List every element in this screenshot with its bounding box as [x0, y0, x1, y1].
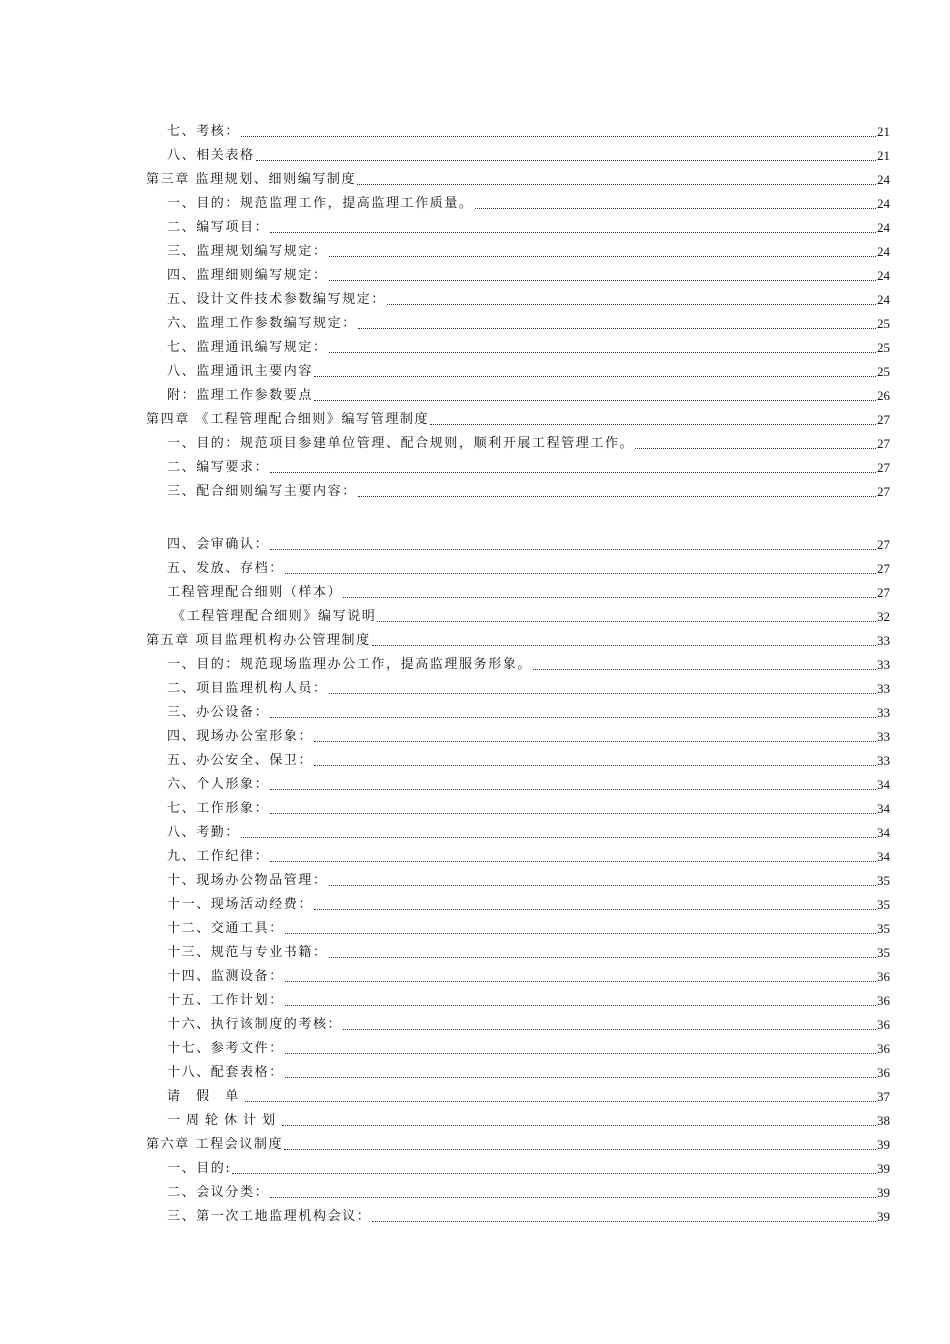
toc-entry-page-number: 33 [877, 633, 890, 648]
toc-entry-label: 八、监理通讯主要内容 [167, 364, 314, 379]
toc-entry[interactable] [146, 1131, 890, 1153]
toc-entry-page-number: 34 [877, 777, 890, 792]
toc-entry-page-number: 21 [877, 148, 890, 163]
dot-leader [329, 279, 876, 281]
toc-entry-label: 第三章 监理规划、细则编写制度 [146, 172, 357, 187]
toc-entry-page-number: 34 [877, 801, 890, 816]
toc-entry[interactable] [167, 651, 890, 673]
toc-entry-label: 十一、现场活动经费： [167, 897, 314, 912]
toc-entry-label: 三、办公设备： [167, 705, 270, 720]
toc-entry-label: 四、现场办公室形象： [167, 729, 314, 744]
toc-entry-label: 十六、执行该制度的考核： [167, 1017, 343, 1032]
toc-entry-label: 五、设计文件技术参数编写规定： [167, 292, 387, 307]
toc-entry-label: 五、发放、存档： [167, 561, 284, 576]
toc-entry[interactable] [167, 1083, 890, 1105]
dot-leader [270, 812, 876, 814]
dot-leader [430, 423, 876, 425]
toc-entry-page-number: 38 [877, 1113, 890, 1128]
toc-entry[interactable] [167, 1011, 890, 1033]
toc-entry[interactable] [167, 747, 890, 769]
toc-entry-page-number: 35 [877, 897, 890, 912]
toc-entry[interactable] [167, 963, 890, 985]
dot-leader [241, 135, 876, 137]
dot-leader [475, 207, 876, 209]
toc-entry-label: 请 假 单 [167, 1089, 245, 1104]
toc-entry-label: 一、目的：规范项目参建单位管理、配合规则，顺利开展工程管理工作。 [167, 436, 635, 451]
toc-entry[interactable] [167, 214, 890, 236]
toc-entry[interactable] [146, 627, 890, 649]
toc-entry[interactable] [167, 723, 890, 745]
dot-leader [377, 620, 876, 622]
toc-entry-label: 二、编写要求： [167, 460, 270, 475]
toc-entry-page-number: 39 [877, 1185, 890, 1200]
toc-entry[interactable] [167, 382, 890, 404]
dot-leader [358, 495, 876, 497]
toc-entry-label: 六、监理工作参数编写规定： [167, 316, 357, 331]
toc-entry-label: 二、编写项目： [167, 220, 270, 235]
dot-leader [314, 740, 876, 742]
dot-leader [245, 1100, 876, 1102]
dot-leader [343, 1028, 876, 1030]
dot-leader [314, 908, 876, 910]
toc-entry[interactable] [167, 310, 890, 332]
toc-entry[interactable] [146, 406, 890, 428]
toc-entry[interactable] [167, 1203, 890, 1225]
toc-entry-page-number: 39 [877, 1161, 890, 1176]
toc-entry[interactable] [167, 987, 890, 1009]
toc-entry[interactable] [167, 262, 890, 284]
toc-entry-page-number: 35 [877, 873, 890, 888]
dot-leader [357, 183, 876, 185]
toc-entry[interactable] [167, 843, 890, 865]
dot-leader [285, 572, 876, 574]
toc-entry-label: 一、目的：规范现场监理办公工作，提高监理服务形象。 [167, 657, 533, 672]
toc-entry-label: 二、会议分类： [167, 1185, 270, 1200]
dot-leader [358, 327, 876, 329]
toc-entry[interactable] [167, 675, 890, 697]
toc-entry[interactable] [167, 771, 890, 793]
dot-leader [270, 471, 876, 473]
toc-entry-page-number: 24 [877, 268, 890, 283]
dot-leader [256, 159, 876, 161]
dot-leader [270, 716, 876, 718]
toc-entry-page-number: 27 [877, 561, 890, 576]
toc-entry-page-number: 25 [877, 316, 890, 331]
dot-leader [329, 255, 876, 257]
dot-leader [533, 668, 876, 670]
toc-entry[interactable] [167, 699, 890, 721]
toc-entry-page-number: 27 [877, 460, 890, 475]
dot-leader [329, 956, 876, 958]
toc-entry[interactable] [167, 795, 890, 817]
dot-leader [372, 1220, 876, 1222]
toc-entry-page-number: 25 [877, 340, 890, 355]
toc-entry-label: 工程管理配合细则（样本） [167, 585, 343, 600]
toc-entry-label: 十八、配套表格： [167, 1065, 284, 1080]
toc-entry[interactable] [167, 819, 890, 841]
toc-entry-label: 十四、监测设备： [167, 969, 284, 984]
dot-leader [270, 860, 876, 862]
toc-entry-label: 十七、参考文件： [167, 1041, 284, 1056]
toc-entry-label: 附：监理工作参数要点 [167, 388, 314, 403]
dot-leader [329, 884, 876, 886]
dot-leader [270, 788, 876, 790]
toc-entry-label: 十二、交通工具： [167, 921, 284, 936]
toc-entry[interactable] [167, 1155, 890, 1177]
toc-entry-label: 三、配合细则编写主要内容： [167, 484, 357, 499]
dot-leader [329, 692, 876, 694]
toc-entry-page-number: 27 [877, 484, 890, 499]
toc-entry[interactable] [167, 430, 890, 452]
toc-entry-page-number: 34 [877, 849, 890, 864]
toc-entry-page-number: 27 [877, 537, 890, 552]
toc-entry-label: 九、工作纪律： [167, 849, 270, 864]
dot-leader [285, 1076, 876, 1078]
dot-leader [285, 1004, 876, 1006]
toc-entry[interactable] [167, 1059, 890, 1081]
dot-leader [241, 836, 876, 838]
dot-leader [270, 1196, 876, 1198]
toc-entry-page-number: 24 [877, 196, 890, 211]
toc-entry[interactable] [167, 286, 890, 308]
dot-leader [285, 1052, 876, 1054]
toc-entry[interactable] [167, 454, 890, 476]
toc-entry[interactable] [167, 1035, 890, 1057]
toc-entry-page-number: 32 [877, 609, 890, 624]
toc-entry-label: 六、个人形象： [167, 777, 270, 792]
toc-entry[interactable] [167, 238, 890, 260]
toc-entry-label: 一周轮休计划 [167, 1113, 282, 1128]
toc-entry-page-number: 24 [877, 244, 890, 259]
dot-leader [372, 644, 876, 646]
toc-entry[interactable] [167, 939, 890, 961]
toc-entry-label: 一、目的：规范监理工作，提高监理工作质量。 [167, 196, 474, 211]
toc-entry[interactable] [167, 555, 890, 577]
toc-entry-label: 第五章 项目监理机构办公管理制度 [146, 633, 371, 648]
toc-entry-label: 七、监理通讯编写规定： [167, 340, 328, 355]
toc-entry-page-number: 24 [877, 172, 890, 187]
toc-entry-page-number: 36 [877, 1041, 890, 1056]
toc-entry[interactable] [167, 190, 890, 212]
dot-leader [314, 399, 876, 401]
dot-leader [232, 1172, 876, 1174]
toc-entry[interactable] [167, 579, 890, 601]
toc-entry-label: 第六章 工程会议制度 [146, 1137, 284, 1152]
dot-leader [314, 375, 876, 377]
toc-entry[interactable] [167, 142, 890, 164]
toc-entry-page-number: 21 [877, 124, 890, 139]
toc-entry[interactable] [146, 166, 890, 188]
toc-entry-page-number: 39 [877, 1209, 890, 1224]
toc-entry-page-number: 24 [877, 220, 890, 235]
toc-entry[interactable] [167, 478, 890, 500]
dot-leader [270, 548, 876, 550]
dot-leader [343, 596, 876, 598]
toc-entry-page-number: 36 [877, 993, 890, 1008]
dot-leader [285, 980, 876, 982]
toc-entry-page-number: 25 [877, 364, 890, 379]
toc-entry-page-number: 36 [877, 969, 890, 984]
toc-entry-label: 七、工作形象： [167, 801, 270, 816]
dot-leader [635, 447, 876, 449]
toc-entry-label: 十三、规范与专业书籍： [167, 945, 328, 960]
dot-leader [285, 932, 876, 934]
toc-entry[interactable] [167, 531, 890, 553]
toc-entry-page-number: 35 [877, 945, 890, 960]
toc-entry-page-number: 33 [877, 729, 890, 744]
toc-entry-page-number: 33 [877, 657, 890, 672]
toc-entry-label: 五、办公安全、保卫： [167, 753, 314, 768]
toc-entry-label: 七、考核： [167, 124, 241, 139]
toc-entry-page-number: 36 [877, 1017, 890, 1032]
toc-entry[interactable] [167, 891, 890, 913]
toc-entry-page-number: 37 [877, 1089, 890, 1104]
dot-leader [314, 764, 876, 766]
toc-entry-label: 《工程管理配合细则》编写说明 [172, 609, 377, 624]
toc-entry-label: 三、第一次工地监理机构会议： [167, 1209, 372, 1224]
dot-leader [270, 231, 876, 233]
toc-entry-page-number: 24 [877, 292, 890, 307]
toc-entry[interactable] [167, 1107, 890, 1129]
toc-entry-page-number: 35 [877, 921, 890, 936]
toc-entry-label: 一、目的: [167, 1161, 232, 1176]
toc-entry-page-number: 27 [877, 412, 890, 427]
toc-entry[interactable] [167, 1179, 890, 1201]
toc-entry-label: 二、项目监理机构人员： [167, 681, 328, 696]
toc-entry-page-number: 39 [877, 1137, 890, 1152]
dot-leader [387, 303, 876, 305]
toc-entry[interactable] [167, 867, 890, 889]
toc-entry-label: 第四章 《工程管理配合细则》编写管理制度 [146, 412, 430, 427]
toc-entry-label: 四、监理细则编写规定： [167, 268, 328, 283]
toc-entry-label: 十、现场办公物品管理： [167, 873, 328, 888]
toc-entry-label: 八、相关表格 [167, 148, 255, 163]
toc-entry[interactable] [167, 915, 890, 937]
toc-entry[interactable] [167, 118, 890, 140]
toc-entry-page-number: 33 [877, 681, 890, 696]
toc-entry-label: 四、会审确认： [167, 537, 270, 552]
toc-entry[interactable] [167, 358, 890, 380]
toc-entry-page-number: 27 [877, 436, 890, 451]
toc-entry-page-number: 27 [877, 585, 890, 600]
toc-entry[interactable] [167, 334, 890, 356]
toc-entry-page-number: 34 [877, 825, 890, 840]
toc-entry-page-number: 36 [877, 1065, 890, 1080]
toc-entry-page-number: 33 [877, 753, 890, 768]
dot-leader [284, 1148, 876, 1150]
toc-entry[interactable] [172, 603, 890, 625]
toc-entry-label: 八、考勤： [167, 825, 241, 840]
dot-leader [282, 1124, 876, 1126]
toc-entry-label: 三、监理规划编写规定： [167, 244, 328, 259]
dot-leader [329, 351, 876, 353]
toc-entry-page-number: 33 [877, 705, 890, 720]
toc-entry-page-number: 26 [877, 388, 890, 403]
toc-entry-label: 十五、工作计划： [167, 993, 284, 1008]
